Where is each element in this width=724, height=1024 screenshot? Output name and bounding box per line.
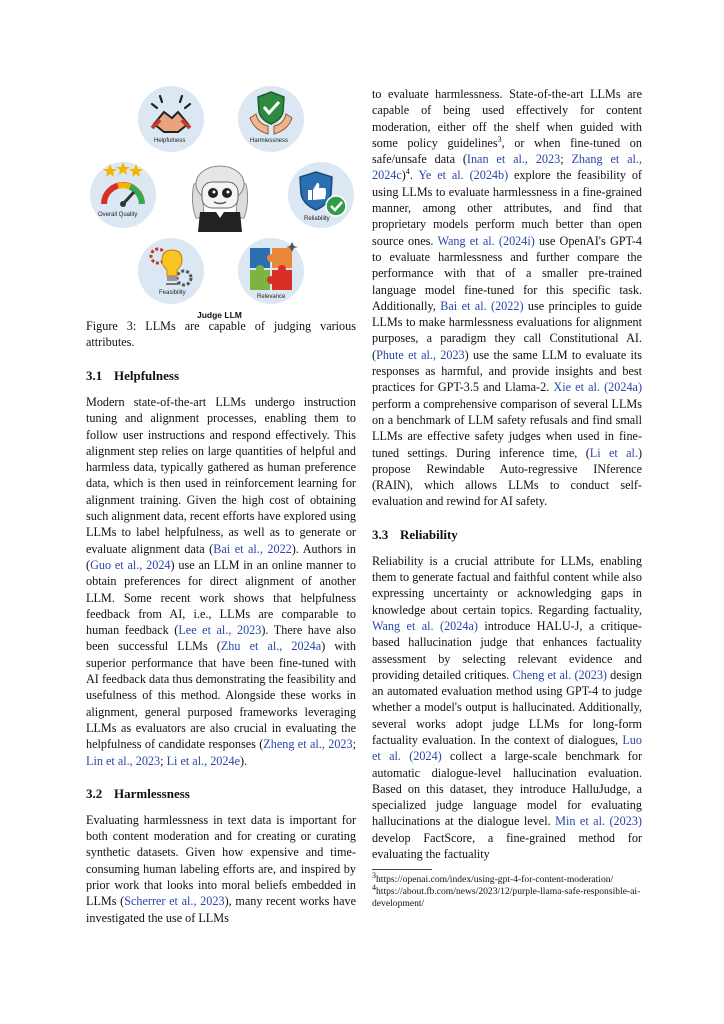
citation-link[interactable]: Cheng et al. (2023)	[512, 667, 607, 682]
citation-link[interactable]: Luo et al. (2024)	[372, 732, 642, 764]
footnote-rule	[372, 869, 432, 870]
harmlessness-text-left: ), many recent works have investigated the use of LLMs	[86, 894, 356, 925]
harmlessness-paragraph-cont: to evaluate harmlessness. State-of-the-art LLMs are capable of being used effectively for content moderation, either off the shelf when guided with some policy guidelines$^3$, or when fine-tuned on safe/unsafe data (Inan et al., 2023; Zhang et al., 2024c)$^4$. Ye et al. (2024b) explore the feasibility of using LLMs to evaluate harmlessness in a fine-grained manner, among other attributes, and find that proprietary models perform much better than open source ones. Wang et al. (2024i) use OpenAI's GPT-4 to evaluate harmlessness and further compare the performance with that of a smaller pre-trained language model fine-tuned for this specific task. Additionally, Bai et al. (2022) use principles to guide LLMs to make harmlessness evaluations for alignment purposes, a paradigm they call Constitutional AI. (Phute et al., 2023) use the same LLM to evaluate its responses as harmful, and provide insights and best practices for GPT-3.5 and Llama-2. Xie et al. (2024a) perform a comprehensive comparison of several LLMs on a benchmark of LLM safety refusals and find small LLMs are effective safety judges when used in fine-tuned settings. During inference time, (Li et al.) propose Rewindable Auto-regressive INference (RAIN), which allows LLMs to conduct self-evaluation and rewind for AI safety.	[372, 87, 643, 509]
reliability-label: Reliability	[304, 216, 330, 222]
citation-link[interactable]: Scherrer et al., 2023	[124, 894, 225, 909]
footnote-marker[interactable]: 3	[497, 134, 502, 144]
section-heading-reliability: 3.3 Reliability	[372, 526, 458, 542]
figure-caption: Figure 3: LLMs are capable of judging various attributes.	[86, 319, 356, 349]
citation-link[interactable]: Lee et al., 2023	[178, 623, 262, 638]
citation-link[interactable]: Bai et al. (2022)	[440, 298, 524, 313]
puzzle-icon	[244, 242, 298, 294]
left-column	[86, 368, 356, 926]
feasibility-label: Feasibility	[159, 290, 186, 296]
handshake-icon	[148, 94, 194, 138]
citation-link[interactable]: Bai et al., 2022	[213, 541, 292, 556]
citation-link[interactable]: Wang et al. (2024a)	[372, 618, 478, 633]
citation-link[interactable]: Li et al., 2024e	[166, 753, 241, 768]
shield-hands-icon	[248, 90, 294, 136]
lightbulb-gears-icon	[148, 244, 196, 290]
helpfulness-paragraph: Modern state-of-the-art LLMs undergo instruction tuning and alignment processes, enabling them to follow user instructions and respond effectively. This alignment step relies on large quantities of helpful and harmless data, typically gathered as human preference data, which is then used in reinforcement learning for alignment training. Given the high cost of obtaining such alignment data, recent efforts have explored using LLMs to label helpfulness, as well as to generate or evaluate alignment data (Bai et al., 2022). Authors in (Guo et al., 2024) use an LLM in an online manner to obtain preferences for direct alignment of another LLM. Some recent work shows that helpfulness feedback from AI, i.e., LLMs are comparable to human feedback (Lee et al., 2023). There have also been successful LLMs (Zhu et al., 2024a) with superior performance that have been fine-tuned with AI feedback data thus demonstrating the feasibility and usefulness of this method. Alongside these works in alignment, general purposed frameworks leveraging LLMs as evaluators are also crucial in evaluating the helpfulness of candidate responses (Zheng et al., 2023; Lin et al., 2023; Li et al., 2024e).	[86, 395, 357, 768]
thumbs-up-shield-icon	[296, 170, 348, 218]
footnote-3: $^3$https://openai.com/index/using-gpt-4-for-content-moderation/	[372, 871, 614, 886]
right-column	[372, 86, 642, 910]
citation-link[interactable]: Ye et al. (2024b)	[418, 168, 509, 183]
harmlessness-label: Harmlessness	[250, 138, 289, 144]
citation-link[interactable]: Zhang et al., 2024c	[372, 152, 643, 183]
judge-robot-icon	[186, 162, 254, 232]
judge-llm-label: Judge LLM	[197, 310, 242, 320]
citation-link[interactable]: Phute et al., 2023	[376, 347, 465, 362]
citation-link[interactable]: Zhu et al., 2024a	[220, 639, 322, 654]
harmlessness-paragraph-start: Evaluating harmlessness in text data is important for both content moderation and for creating or curating synthetic datasets. Given how expensive and time-consuming human labeling efforts are, and inspired by prior work that looks into moral beliefs embedded in LLMs (Scherrer et al., 2023), many recent works have investigated the use of LLMs	[86, 812, 356, 925]
citation-link[interactable]: Min et al. (2023)	[555, 814, 642, 829]
helpfulness-label: Helpfulness	[154, 138, 186, 144]
footnote-marker[interactable]: 4	[405, 167, 410, 177]
harmlessness-text-right: to evaluate harmlessness. State-of-the-art LLMs are capable of being used effectively for content moderation, either off the shelf when guided with some policy guidelines	[372, 87, 642, 150]
reliability-paragraph: Reliability is a crucial attribute for LLMs, enabling them to generate factual and faithful content while also expressing uncertainty or acknowledging gaps in knowledge about certain topics. Regarding factuality, Wang et al. (2024a) introduce HALU-J, a critique-based hallucination judge that enhances factuality assessment by selecting relevant evidence and providing detailed critiques. Cheng et al. (2023) design an automated evaluation method using GPT-4 to judge whether a model's output is hallucinated. Additionally, several works adopt judge LLMs for long-form factuality evaluation. In the context of dialogues, Luo et al. (2024) collect a large-scale benchmark for automatic dialogue-level hallucination evaluation. Based on this dataset, they introduce HalluJudge, a specialized judge language model for evaluating hallucinations at the dialogue level. Min et al. (2023) develop FactScore, a fine-grained method for evaluating the factuality	[372, 553, 643, 862]
citation-link[interactable]: Wang et al. (2024i)	[437, 233, 535, 248]
citation-link[interactable]: Guo et al., 2024	[90, 557, 171, 572]
citation-link[interactable]: Zheng et al., 2023	[263, 737, 353, 752]
citation-link[interactable]: Inan et al., 2023	[466, 152, 561, 167]
gauge-stars-icon	[96, 162, 150, 212]
citation-link[interactable]: Li et al.	[589, 445, 638, 460]
overall-quality-label: Overall Quality	[98, 212, 138, 218]
figure-3	[86, 86, 356, 320]
section-heading-helpfulness: 3.1 Helpfulness	[86, 368, 180, 383]
relevance-label: Relevance	[257, 294, 286, 300]
footnote-4: $^4$https://about.fb.com/news/2023/12/purple-llama-safe-responsible-ai-development/	[372, 883, 641, 910]
section-heading-harmlessness: 3.2 Harmlessness	[86, 785, 190, 801]
citation-link[interactable]: Xie et al. (2024a)	[553, 380, 642, 395]
citation-link[interactable]: Lin et al., 2023	[86, 753, 161, 768]
